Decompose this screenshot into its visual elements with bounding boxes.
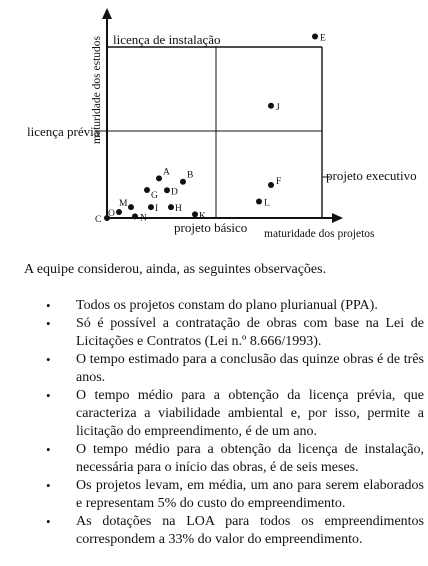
x-axis-label: maturidade dos projetos: [264, 228, 375, 240]
observation-text: Só é possível a contratação de obras com base na Lei de Licitações e Contratos (Lei n.º 8.666/1993).: [76, 316, 424, 349]
scatter-points: [95, 34, 326, 226]
point-label-g: G: [151, 190, 158, 201]
point-j: [268, 103, 274, 109]
observation-item: [46, 387, 424, 441]
point-n: [132, 213, 138, 219]
observation-text: O tempo médio para a obtenção da licença prévia, que caracteriza a viabilidade ambiental e, por isso, permite a licitação do empreendimento, é de um ano.: [76, 388, 424, 439]
point-l: [256, 199, 262, 205]
point-b: [180, 179, 186, 185]
observation-text: O tempo estimado para a conclusão das quinze obras é de três anos.: [76, 352, 424, 385]
point-label-k: K: [199, 211, 206, 222]
point-i: [148, 204, 154, 210]
point-label-b: B: [187, 170, 194, 181]
point-label-f: F: [276, 177, 282, 187]
point-e: [312, 34, 318, 40]
y-axis-label: maturidade dos estudos: [91, 36, 103, 144]
point-d: [164, 187, 170, 193]
observation-item: [46, 513, 424, 549]
point-label-j: J: [276, 102, 280, 113]
bullet-icon: •: [46, 442, 51, 457]
x-axis-arrow: [332, 213, 343, 223]
point-o: [116, 209, 122, 215]
point-label-h: H: [175, 204, 182, 215]
observation-item: [46, 315, 424, 351]
point-label-c: C: [95, 215, 102, 225]
point-label-a: A: [163, 167, 170, 178]
point-a: [156, 175, 162, 181]
point-label-i: I: [155, 204, 159, 215]
observation-item: [46, 477, 424, 513]
point-label-l: L: [264, 198, 270, 209]
intro-text: A equipe considerou, ainda, as seguintes observações.: [24, 262, 327, 277]
bullet-icon: •: [46, 316, 51, 331]
top-line-label: licença de instalação: [113, 32, 221, 47]
observation-text: O tempo médio para a obtenção da licença de instalação, necessária para o início das obras, é de seis meses.: [76, 442, 424, 475]
bullet-icon: •: [46, 352, 51, 367]
point-label-m: M: [119, 199, 128, 210]
maturity-chart: [0, 0, 428, 250]
point-label-e: E: [320, 33, 326, 44]
observation-item: [46, 351, 424, 387]
point-m: [128, 204, 134, 210]
observations-list: [46, 297, 424, 549]
point-label-d: D: [171, 187, 178, 198]
observation-text: As dotações na LOA para todos os empreendimentos correspondem a 33% do valor do empreendimento.: [76, 514, 424, 547]
bullet-icon: •: [46, 478, 51, 493]
right-line-label: projeto executivo: [326, 168, 417, 183]
point-f: [268, 182, 274, 188]
bullet-icon: •: [46, 514, 51, 529]
point-label-o: O: [108, 209, 115, 220]
bottom-line-label: projeto básico: [174, 220, 248, 235]
observation-item: [46, 297, 424, 315]
left-line-label: licença prévia: [27, 124, 100, 139]
y-axis-arrow: [102, 8, 112, 19]
point-label-n: N: [140, 213, 147, 224]
observation-item: [46, 441, 424, 477]
bullet-icon: •: [46, 388, 51, 403]
point-g: [144, 187, 150, 193]
point-h: [168, 204, 174, 210]
observation-text: Os projetos levam, em média, um ano para serem elaborados e representam 5% do custo do empreendimento.: [76, 478, 424, 511]
observation-text: Todos os projetos constam do plano plurianual (PPA).: [76, 298, 378, 313]
point-k: [192, 211, 198, 217]
bullet-icon: •: [46, 298, 51, 313]
